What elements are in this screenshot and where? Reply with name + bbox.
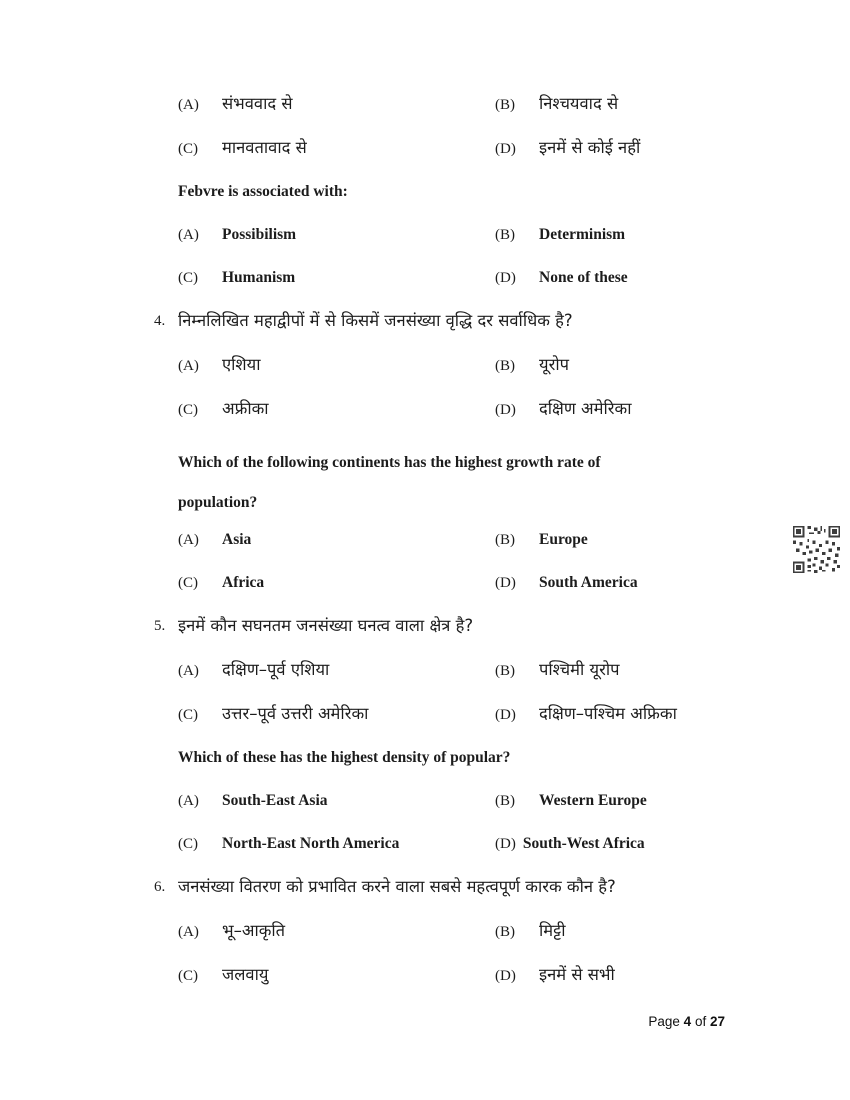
option-cell (178, 530, 495, 550)
option-cell (178, 921, 495, 942)
option-letter: (D) (495, 575, 516, 591)
option-letter: (A) (178, 663, 199, 679)
option-row (178, 704, 738, 725)
option-text: Africa (222, 574, 265, 591)
option-text: इनमें से सभी (539, 965, 615, 984)
option-text: None of these (539, 269, 628, 286)
option-text: Determinism (539, 226, 626, 243)
option-row (178, 399, 738, 420)
option-row (178, 834, 738, 854)
option-row (178, 573, 738, 593)
option-row (178, 965, 738, 986)
option-text: एशिया (222, 355, 261, 374)
question-6-line (154, 877, 738, 898)
option-letter: (C) (178, 575, 198, 591)
option-letter: (A) (178, 924, 199, 940)
option-text: Humanism (222, 269, 296, 286)
question-5-line (154, 616, 738, 637)
question-number: 6. (154, 879, 166, 895)
option-row (178, 355, 738, 376)
option-text: South-East Asia (222, 792, 328, 809)
question-number: 5. (154, 618, 166, 634)
option-letter: (C) (178, 270, 198, 286)
option-cell (495, 399, 631, 420)
option-text: मानवतावाद से (222, 138, 307, 157)
option-text: दक्षिण अमेरिका (539, 399, 632, 418)
option-letter: (D) (495, 402, 516, 418)
option-cell (495, 834, 645, 854)
option-text: भू–आकृति (222, 921, 286, 940)
option-cell (178, 268, 495, 288)
option-text: South America (539, 574, 638, 591)
option-letter: (C) (178, 141, 198, 157)
option-cell (495, 268, 628, 288)
option-cell (178, 834, 495, 854)
option-cell (495, 138, 640, 159)
option-letter: (B) (495, 663, 515, 679)
option-cell (495, 225, 625, 245)
option-letter: (C) (178, 402, 198, 418)
option-text: पश्चिमी यूरोप (539, 660, 620, 679)
question-english-density: Which of these has the highest density of popular? (178, 749, 511, 766)
option-letter: (A) (178, 227, 199, 243)
option-cell (178, 660, 495, 681)
option-letter: (D) (495, 707, 516, 723)
option-letter: (D) (495, 270, 516, 286)
qr-code-icon (792, 526, 841, 573)
option-text: दक्षिण–पश्चिम अफ्रिका (539, 704, 677, 723)
option-letter: (D) (495, 141, 516, 157)
option-letter: (B) (495, 97, 515, 113)
option-letter: (C) (178, 968, 198, 984)
option-cell (178, 791, 495, 811)
option-row (178, 921, 738, 942)
option-text: संभववाद से (222, 94, 293, 113)
option-cell (495, 94, 618, 115)
option-text: South-West Africa (522, 835, 645, 852)
option-cell (178, 399, 495, 420)
question-number: 4. (154, 313, 166, 329)
footer-page-label: Page (648, 1014, 680, 1029)
option-cell (178, 965, 495, 986)
option-row (178, 94, 738, 115)
question-text: जनसंख्या वितरण को प्रभावित करने वाला सबसे महत्वपूर्ण कारक कौन है? (178, 877, 616, 896)
option-cell (495, 355, 569, 376)
option-row (178, 530, 738, 550)
option-text: निश्चयवाद से (539, 94, 619, 113)
page-footer (648, 1014, 725, 1029)
option-text: Asia (222, 531, 252, 548)
option-row (178, 268, 738, 288)
option-cell (495, 921, 565, 942)
option-text: दक्षिण–पूर्व एशिया (222, 660, 330, 679)
question-english-febvre: Febvre is associated with: (178, 183, 348, 200)
option-letter: (B) (495, 358, 515, 374)
option-text: जलवायु (222, 965, 269, 984)
option-letter: (C) (178, 836, 198, 852)
question-english-continents: Which of the following continents has the highest growth rate of population? (178, 454, 601, 511)
option-row (178, 225, 738, 245)
option-text: Europe (539, 531, 588, 548)
option-cell (178, 704, 495, 725)
option-letter: (B) (495, 532, 515, 548)
question-text: इनमें कौन सघनतम जनसंख्या घनत्व वाला क्षेत्र है? (178, 616, 474, 635)
option-cell (495, 660, 620, 681)
option-letter: (A) (178, 97, 199, 113)
option-cell (178, 94, 495, 115)
option-text: अफ्रीका (222, 399, 269, 418)
option-letter: (A) (178, 358, 199, 374)
option-cell (495, 791, 647, 811)
option-text: Possibilism (222, 226, 297, 243)
option-cell (178, 225, 495, 245)
option-cell (178, 355, 495, 376)
question-text: निम्नलिखित महाद्वीपों में से किसमें जनसंख्या वृद्धि दर सर्वाधिक है? (178, 311, 573, 330)
option-text: उत्तर–पूर्व उत्तरी अमेरिका (222, 704, 369, 723)
footer-of-label: of (694, 1014, 707, 1029)
footer-page-current: 4 (683, 1014, 692, 1029)
option-cell (495, 530, 588, 550)
option-cell (178, 573, 495, 593)
question-content (154, 94, 738, 1009)
option-letter: (A) (178, 532, 199, 548)
option-row (178, 660, 738, 681)
option-row (178, 138, 738, 159)
question-4-line (154, 311, 738, 332)
option-text: Western Europe (539, 792, 647, 809)
option-text: इनमें से कोई नहीं (539, 138, 641, 157)
option-letter: (B) (495, 924, 515, 940)
option-letter: (C) (178, 707, 198, 723)
option-letter: (D) (495, 836, 516, 852)
option-letter: (B) (495, 793, 515, 809)
option-cell (495, 965, 615, 986)
option-cell (178, 138, 495, 159)
option-row (178, 791, 738, 811)
option-letter: (A) (178, 793, 199, 809)
option-text: मिट्टी (539, 921, 566, 940)
footer-page-total: 27 (709, 1014, 725, 1029)
option-cell (495, 704, 677, 725)
option-letter: (D) (495, 968, 516, 984)
option-cell (495, 573, 638, 593)
option-letter: (B) (495, 227, 515, 243)
option-text: यूरोप (539, 355, 569, 374)
option-text: North-East North America (222, 835, 400, 852)
